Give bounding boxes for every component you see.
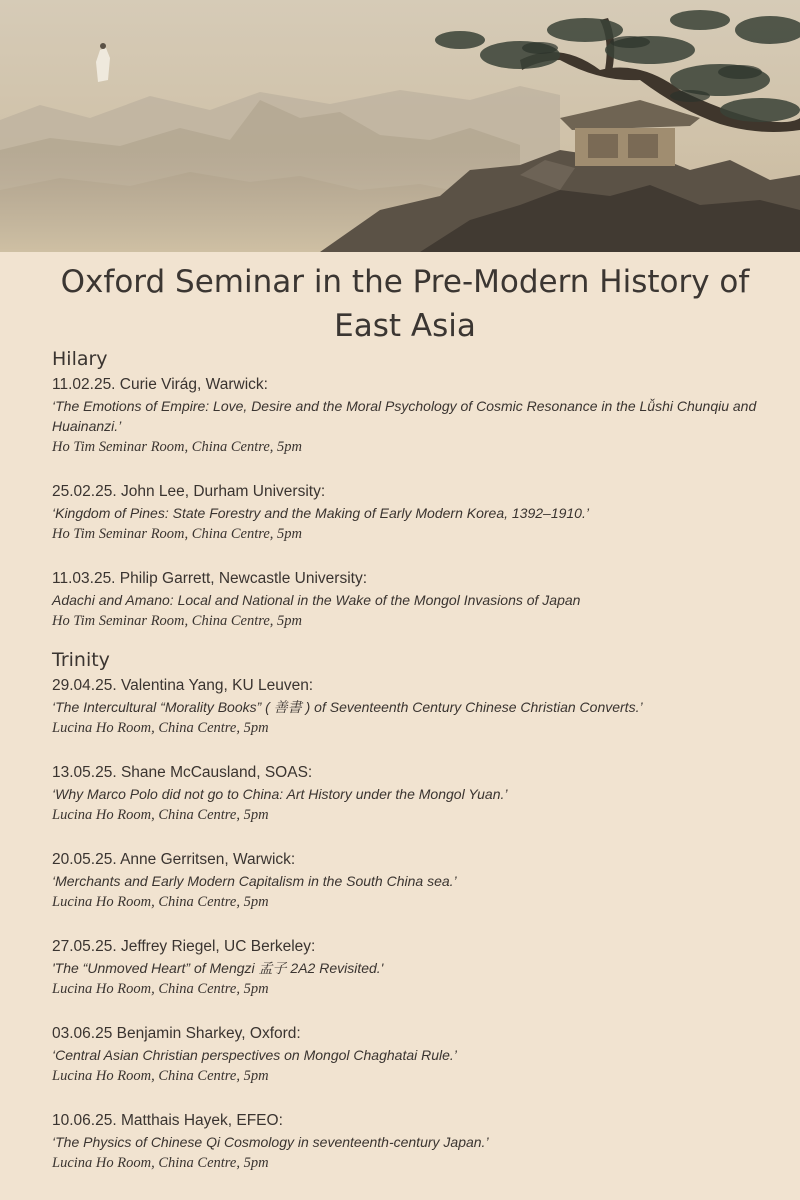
event-item [52, 1024, 782, 1086]
event-date-speaker: 29.04.25. Valentina Yang, KU Leuven: [52, 677, 314, 694]
event-title: ‘Why Marco Polo did not go to China: Art History under the Mongol Yuan.’ [52, 786, 508, 802]
event-venue: Ho Tim Seminar Room, China Centre, 5pm [52, 439, 302, 455]
event-item [52, 763, 782, 825]
event-item [52, 569, 782, 631]
event-venue: Lucina Ho Room, China Centre, 5pm [52, 894, 269, 910]
event-item [52, 676, 782, 738]
event-title: ‘The Physics of Chinese Qi Cosmology in seventeenth-century Japan.’ [52, 1134, 489, 1150]
event-venue: Lucina Ho Room, China Centre, 5pm [52, 807, 269, 823]
term-hilary [52, 346, 782, 631]
event-date-speaker: 11.03.25. Philip Garrett, Newcastle University: [52, 570, 368, 587]
event-title: ‘Kingdom of Pines: State Forestry and the Making of Early Modern Korea, 1392–1910.’ [52, 505, 589, 521]
event-venue: Lucina Ho Room, China Centre, 5pm [52, 981, 269, 997]
event-date-speaker: 20.05.25. Anne Gerritsen, Warwick: [52, 851, 296, 868]
event-venue: Ho Tim Seminar Room, China Centre, 5pm [52, 613, 302, 629]
event-title: ‘The Intercultural “Morality Books” ( 善書 ) of Seventeenth Century Chinese Christian Converts.’ [52, 699, 643, 715]
term-heading: Trinity [52, 649, 110, 671]
event-date-speaker: 03.06.25 Benjamin Sharkey, Oxford: [52, 1025, 301, 1042]
event-item [52, 937, 782, 999]
event-item [52, 375, 782, 457]
event-venue: Lucina Ho Room, China Centre, 5pm [52, 1068, 269, 1084]
event-venue: Lucina Ho Room, China Centre, 5pm [52, 1155, 269, 1171]
page-title: Oxford Seminar in the Pre-Modern History of East Asia [60, 264, 750, 344]
event-title: 'The “Unmoved Heart” of Mengzi 孟子 2A2 Revisited.' [52, 960, 384, 976]
event-title: Adachi and Amano: Local and National in the Wake of the Mongol Invasions of Japan [52, 592, 581, 608]
event-item [52, 1111, 782, 1173]
event-date-speaker: 11.02.25. Curie Virág, Warwick: [52, 376, 268, 393]
event-title: ‘Merchants and Early Modern Capitalism in the South China sea.’ [52, 873, 457, 889]
term-heading: Hilary [52, 348, 108, 370]
event-title: ‘Central Asian Christian perspectives on Mongol Chaghatai Rule.’ [52, 1047, 457, 1063]
event-date-speaker: 27.05.25. Jeffrey Riegel, UC Berkeley: [52, 938, 316, 955]
event-venue: Ho Tim Seminar Room, China Centre, 5pm [52, 526, 302, 542]
event-date-speaker: 25.02.25. John Lee, Durham University: [52, 483, 326, 500]
event-title: ‘The Emotions of Empire: Love, Desire and the Moral Psychology of Cosmic Resonance in the Lǚshi Chunqiu and Huainanzi.’ [52, 398, 757, 434]
term-trinity [52, 647, 782, 1173]
event-date-speaker: 13.05.25. Shane McCausland, SOAS: [52, 764, 313, 781]
event-date-speaker: 10.06.25. Matthais Hayek, EFEO: [52, 1112, 283, 1129]
event-item [52, 482, 782, 544]
seminar-schedule [52, 346, 782, 1173]
event-venue: Lucina Ho Room, China Centre, 5pm [52, 720, 269, 736]
event-item [52, 850, 782, 912]
header-landscape-painting [0, 0, 800, 252]
